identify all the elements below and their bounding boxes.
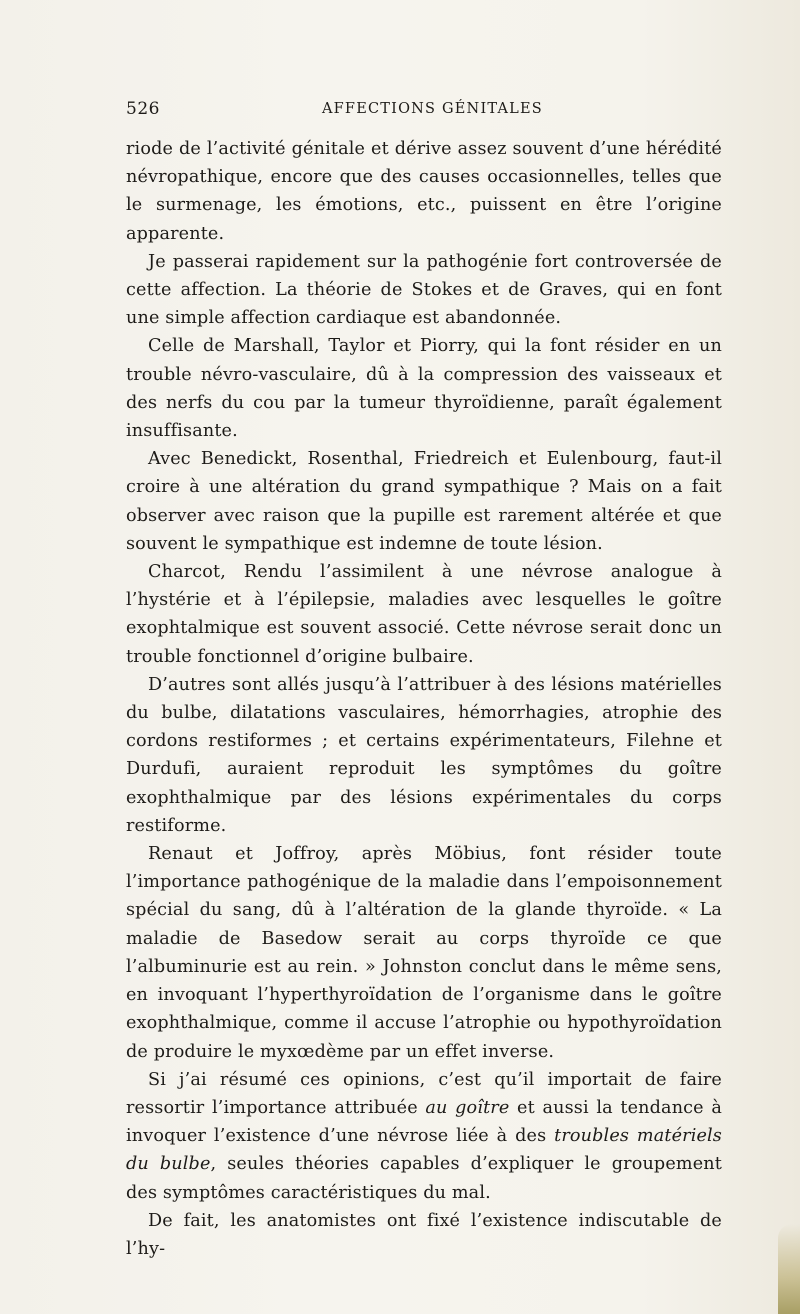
paragraph-continuation: riode de l’activité génitale et dérive assez souvent d’une hérédité névropathique, encore que des causes occasionnelles, telles que le surmenage, les émotions, etc., puissent en être l’origine apparente. <box>126 139 722 244</box>
page-number: 526 <box>126 99 160 119</box>
paragraph-renaut-joffroy: Renaut et Joffroy, après Möbius, font résider toute l’importance pathogénique de la maladie dans l’empoisonnement spécial du sang, dû à l’altération de la glande thyroïde. « La maladie de Basedow serait au corps thyroïde ce que l’albuminurie est au rein. » Johnston conclut dans le même sens, en invoquant l’hyperthyroïdation de l’organisme dans le goître exophthalmique, comme il accuse l’atrophie ou hypothyroïdation de produire le myxœdème par un effet inverse. <box>126 844 722 1062</box>
page-header <box>126 99 722 123</box>
paragraph-anatomistes: De fait, les anatomistes ont fixé l’existence indiscutable de l’hy- <box>126 1210 722 1259</box>
resume-text-3: , seules théories capables d’expliquer le groupement des symptômes caractéristiques du mal. <box>126 1154 722 1203</box>
paragraph-lesions-bulbe: D’autres sont allés jusqu’à l’attribuer à des lésions matérielles du bulbe, dilatations vasculaires, hémorrhagies, atrophie des cordons restiformes ; et certains expérimentateurs, Filehne et Durdufi, auraient reproduit les symptômes du goître exophthalmique par des lésions expérimentales du corps restiforme. <box>126 674 722 836</box>
page-edge-stain <box>778 1224 800 1314</box>
paragraph-marshall: Celle de Marshall, Taylor et Piorry, qui la font résider en un trouble névro-vasculaire, dû à la compression des vaisseaux et des nerfs du cou par la tumeur thyroïdienne, paraît également insuffisante. <box>126 336 722 442</box>
paragraph-benedickt: Avec Benedickt, Rosenthal, Friedreich et Eulenbourg, faut-il croire à une altération du grand sympathique ? Mais on a fait observer avec raison que la pupille est rarement altérée et que souvent le sympathique est indemne de toute lésion. <box>126 449 722 554</box>
paragraph-resume <box>126 1066 722 1207</box>
paragraph-charcot: Charcot, Rendu l’assimilent à une névrose analogue à l’hystérie et à l’épilepsie, maladies avec lesquelles le goître exophtalmique est souvent associé. Cette névrose serait donc un trouble fonctionnel d’origine bulbaire. <box>126 562 722 667</box>
running-head: AFFECTIONS GÉNITALES <box>322 101 543 117</box>
resume-text-1: Si j’ai résumé ces opinions, c’est qu’il importait de faire ressortir l’importance attribuée <box>126 1069 722 1118</box>
body-text <box>126 135 722 1263</box>
resume-italic-goitre: au goître <box>425 1097 510 1118</box>
paragraph-pathogenie: Je passerai rapidement sur la pathogénie fort controversée de cette affection. La théorie de Stokes et de Graves, qui en font une simple affection cardiaque est abandonnée. <box>126 251 722 329</box>
resume-text-2: et aussi la tendance à invoquer l’existence d’une névrose liée à des <box>126 1097 723 1147</box>
resume-italic-troubles: troubles matériels du bulbe <box>126 1126 722 1175</box>
